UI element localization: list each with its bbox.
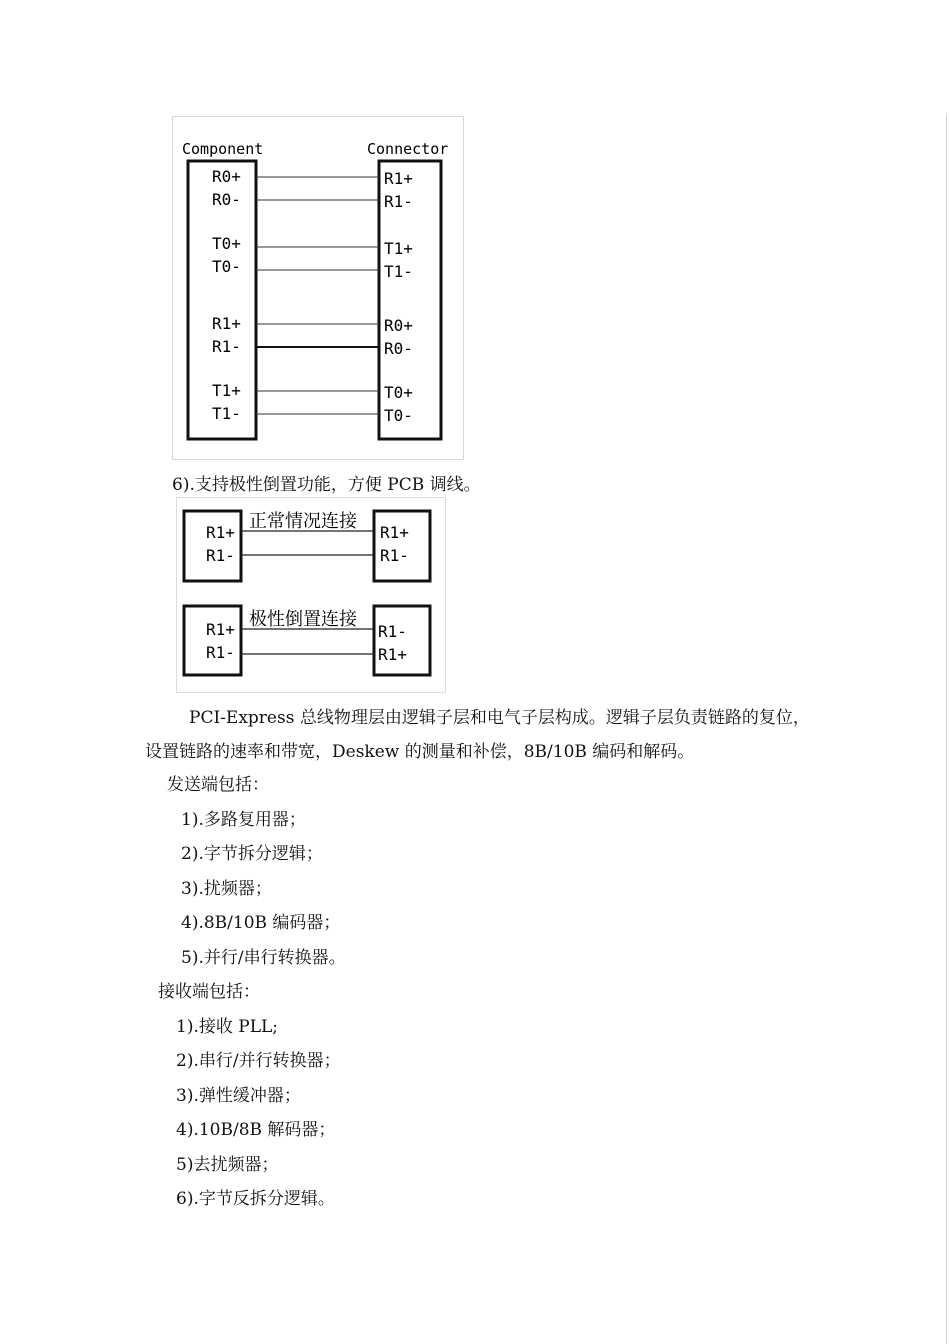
- page-edge-line: [946, 115, 947, 1344]
- inverted-right-pin: R1-: [378, 622, 407, 641]
- transmit-heading: 发送端包括：: [167, 775, 269, 795]
- list-item: 3).扰频器；: [181, 879, 272, 899]
- component-pin: T0-: [212, 257, 241, 276]
- list-item: 4).8B/10B 编码器；: [181, 913, 341, 933]
- list-item: 5)去扰频器；: [176, 1155, 279, 1175]
- physical-layer-paragraph: PCI-Express 总线物理层由逻辑子层和电气子层构成。逻辑子层负责链路的复位，设置链路的速率和带宽，Deskew 的测量和补偿，8B/10B 编码和解码。: [145, 708, 810, 762]
- component-pin: R0-: [212, 190, 241, 209]
- component-pin: R0+: [212, 167, 241, 186]
- component-title: Component: [182, 140, 264, 158]
- normal-right-pin: R1+: [380, 523, 409, 542]
- component-pin: T0+: [212, 234, 241, 253]
- connector-pin: R0+: [384, 316, 413, 335]
- list-item: 3).弹性缓冲器；: [176, 1086, 301, 1106]
- list-item: 2).字节拆分逻辑；: [181, 844, 323, 864]
- component-pin: R1-: [212, 337, 241, 356]
- polarity-inversion-figure: [176, 497, 446, 693]
- component-pin: T1-: [212, 404, 241, 423]
- inverted-left-pin: R1-: [206, 643, 235, 662]
- connector-pin: T1+: [384, 239, 413, 258]
- lane-reversal-figure: [172, 116, 464, 460]
- list-item: 4).10B/8B 解码器；: [176, 1120, 336, 1140]
- connector-pin: R1-: [384, 192, 413, 211]
- receive-heading: 接收端包括：: [158, 982, 260, 1002]
- connector-pin: R0-: [384, 339, 413, 358]
- normal-left-pin: R1+: [206, 523, 235, 542]
- component-pin: R1+: [212, 314, 241, 333]
- inverted-left-box: [184, 606, 241, 675]
- component-pin: T1+: [212, 381, 241, 400]
- connector-pin: T0+: [384, 383, 413, 402]
- connector-pin: T1-: [384, 262, 413, 281]
- list-item: 6).字节反拆分逻辑。: [176, 1189, 335, 1209]
- connector-pin: R1+: [384, 169, 413, 188]
- normal-right-pin: R1-: [380, 546, 409, 565]
- inverted-connection-title: 极性倒置连接: [249, 609, 357, 630]
- normal-left-pin: R1-: [206, 546, 235, 565]
- caption-polarity-inversion: 6).支持极性倒置功能，方便 PCB 调线。: [172, 475, 481, 495]
- connector-title: Connector: [367, 140, 449, 158]
- list-item: 1).多路复用器；: [181, 810, 306, 830]
- normal-connection-title: 正常情况连接: [249, 511, 357, 532]
- list-item: 5).并行/串行转换器。: [181, 948, 346, 968]
- inverted-right-pin: R1+: [378, 645, 407, 664]
- list-item: 1).接收 PLL;: [176, 1017, 278, 1037]
- connector-pin: T0-: [384, 406, 413, 425]
- list-item: 2).串行/并行转换器；: [176, 1051, 341, 1071]
- inverted-left-pin: R1+: [206, 620, 235, 639]
